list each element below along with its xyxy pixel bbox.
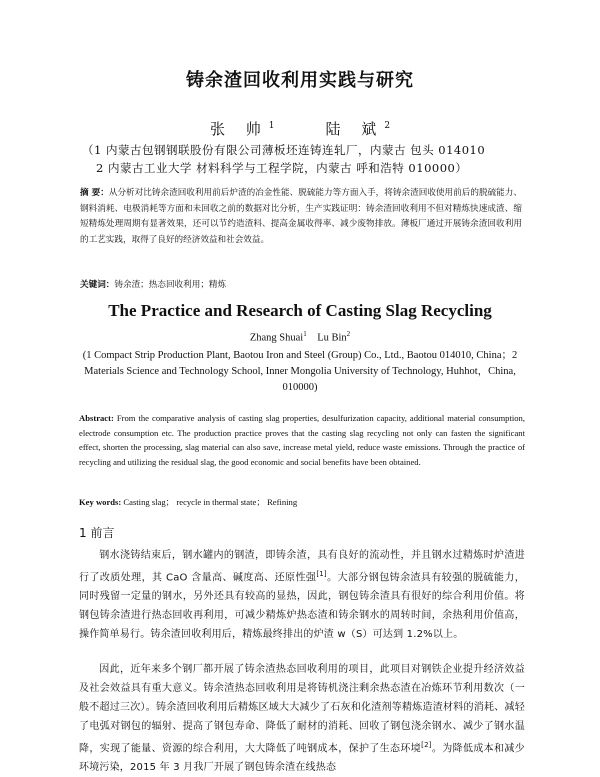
abstract-cn-label: 摘 要： [80, 188, 109, 198]
keywords-en [79, 496, 525, 508]
author-1-en-sup: 1 [303, 330, 307, 338]
para2-text-a: 因此，近年来多个钢厂都开展了铸余渣热态回收利用的项目，此项目对钢铁企业提升经济效益及社会效益具有重大意义。铸余渣热态回收利用是将铸机浇注剩余热态渣在冶炼环节利用数次（一般不超过三次）。铸余渣回收利用后精炼区域大大减少了石灰和化渣剂等精炼造渣材料的消耗、减轻了电弧对钢包的辐射、提高了钢包寿命、降低了耐材的消耗、回收了钢包浇余钢水、减少了钢水温降，实现了能量、资源的综合利用，大大降低了吨钢成本，保护了生态环境 [79, 664, 525, 755]
abstract-cn [80, 186, 522, 248]
affiliation-en: (1 Compact Strip Production Plant, Baotou Iron and Steel (Group) Co., Ltd., Baotou 014010, China；2 Materials Science and Technology School, Inner Mongolia University of Technology, Huhhot，China, 010000) [82, 350, 518, 393]
abstract-en [79, 411, 525, 469]
author-1-cn-sup: 1 [268, 121, 275, 131]
author-2-en: Lu Bin [317, 332, 347, 344]
citation-1: [1] [316, 570, 327, 578]
author-1-cn: 张 帅 [209, 120, 269, 138]
affiliation-cn-2: 2 内蒙古工业大学 材料科学与工程学院，内蒙古 呼和浩特 010000） [96, 161, 468, 175]
authors-en [0, 330, 600, 344]
abstract-cn-text: 从分析对比铸余渣回收利用前后炉渣的冶金性能、脱硫能力等方面入手，将铸余渣回收使用前后的脱硫能力、钢料消耗、电极消耗等方面和未回收之前的数据对比分析，生产实践证明：铸余渣回收利用不但对精炼快速成渣、缩短精炼处理周期有显著效果，还可以节约造渣料、提高金属收得率、减少废物排放。薄板厂通过开展铸余渣回收利用的工艺实践，取得了良好的经济效益和社会效益。 [80, 188, 522, 245]
body-paragraph-1 [79, 546, 525, 644]
abstract-en-text: From the comparative analysis of casting slag properties, desulfurization capacity, additional material consumption, electrode consumption etc. The production practice proves that the casting slag recycling not only can fasten the significant effect, shorten the processing, slag material can also save, increase metal yield, reduce waste emissions. Through the practice of recycling and utilizing the residual slag, the good economic and social benefits have been obtained. [79, 413, 525, 467]
para2-text-b: 。为降低成本和减少环境污染，2015 年 3 月我厂开展了钢包铸余渣在线热态 [79, 743, 525, 774]
affiliation-cn-1: （1 内蒙古包钢钢联股份有限公司薄板坯连铸连轧厂，内蒙古 包头 014010 [82, 143, 486, 157]
author-2-cn-sup: 2 [384, 121, 391, 131]
keywords-en-label: Key words: [79, 497, 122, 507]
keywords-en-text: Casting slag； recycle in thermal state； Refining [123, 497, 298, 507]
author-2-cn: 陆 斌 [325, 120, 385, 138]
keywords-cn-text: 铸余渣；热态回收利用；精炼 [114, 280, 227, 290]
paper-title-cn: 铸余渣回收利用实践与研究 [186, 70, 414, 91]
authors-cn [0, 118, 600, 139]
keywords-cn [80, 278, 522, 290]
section-heading-intro: 1 前言 [79, 526, 115, 540]
paper-title-en: The Practice and Research of Casting Slag Recycling [108, 301, 492, 320]
citation-2: [2] [421, 741, 432, 749]
keywords-cn-label: 关键词： [80, 280, 115, 290]
abstract-en-label: Abstract: [79, 413, 114, 423]
body-paragraph-2 [79, 660, 525, 777]
author-1-en: Zhang Shuai [249, 332, 304, 344]
para1-text-b: 。大部分钢包铸余渣具有较强的脱硫能力，同时残留一定量的钢水，另外还具有较高的显热，因此，钢包铸余渣具有很好的综合利用价值。将钢包铸余渣进行热态回收再利用，可减少精炼炉热态渣和铸余钢水的周转时间，余热利用价值高，操作简单易行。铸余渣回收利用后，精炼最终排出的炉渣 w（S）可达到 1.2%以上。 [79, 572, 525, 641]
author-2-en-sup: 2 [346, 330, 351, 338]
para1-text-a: 钢水浇铸结束后，钢水罐内的钢渣，即铸余渣，具有良好的流动性，并且钢水过精炼时炉渣进行了改质处理，其 CaO 含量高、碱度高、还原性强 [79, 550, 525, 584]
